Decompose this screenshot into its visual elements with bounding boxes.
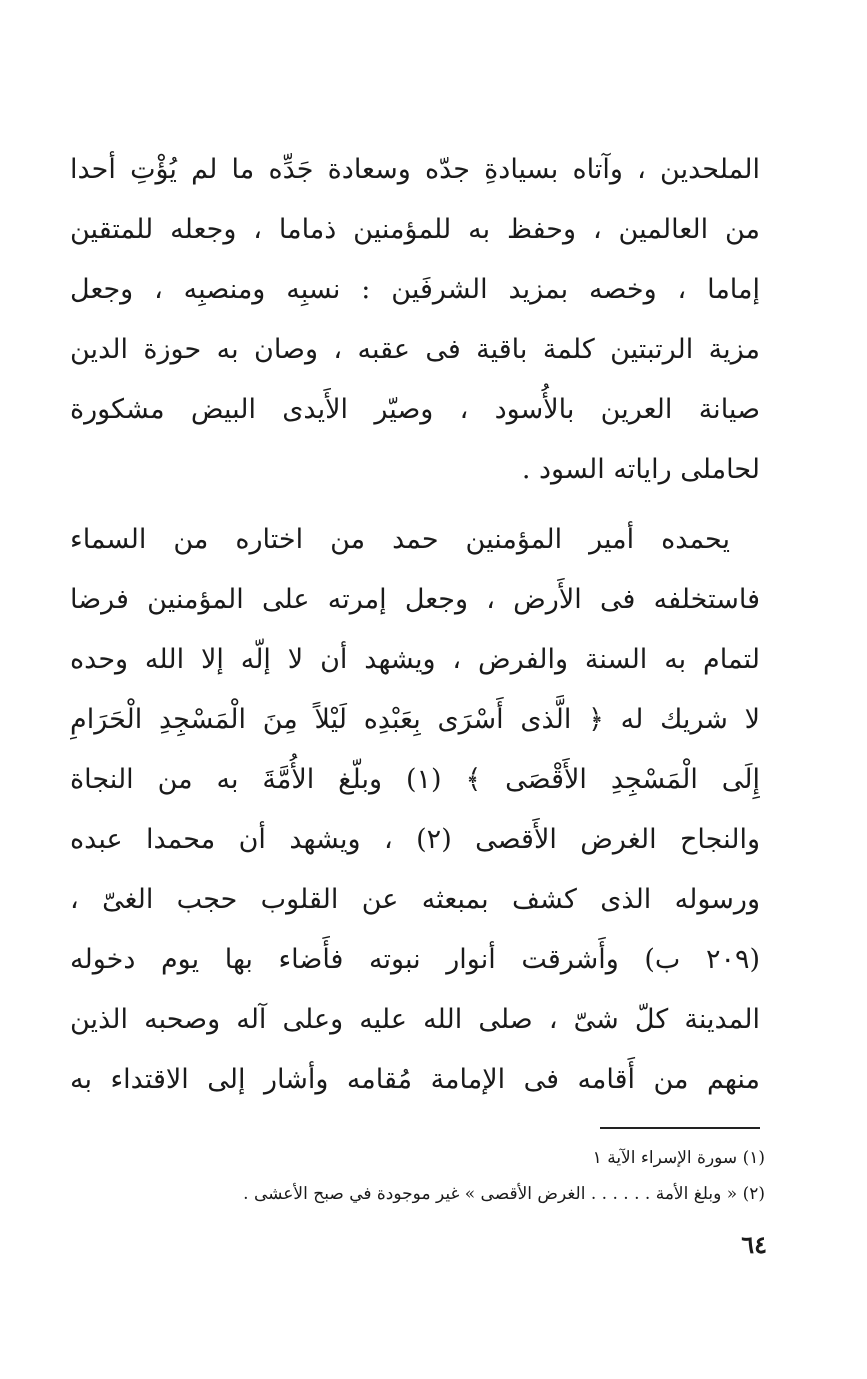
text-line: مزية الرتبتين كلمة باقية فى عقبه ، وصان به حوزة الدين: [70, 334, 760, 365]
text-line: إماما ، وخصه بمزيد الشرفَين : نسبِه ومنصبِه ، وجعل: [70, 274, 760, 305]
text-line: ورسوله الذى كشف بمبعثه عن القلوب حجب الغىّ ،: [70, 884, 760, 915]
page-number: ٦٤: [741, 1230, 767, 1259]
text-line: المدينة كلّ شىّ ، صلى الله عليه وعلى آله وصحبه الذين: [70, 1004, 760, 1035]
text-line: لا شريك له ﴿ الَّذى أَسْرَى بِعَبْدِه لَيْلاً مِنَ الْمَسْجِدِ الْحَرَامِ: [70, 704, 760, 735]
footnote-1: (١) سورة الإسراء الآية ١: [592, 1148, 765, 1168]
text-line: لحاملى راياته السود .: [521, 454, 760, 485]
text-line: الملحدين ، وآتاه بسيادةِ جدّه وسعادة جَدِّه ما لم يُؤْتِ أحدا: [70, 154, 760, 185]
footnote-separator: [600, 1127, 760, 1129]
text-line: لتمام به السنة والفرض ، ويشهد أن لا إلّه إلا الله وحده: [70, 644, 760, 675]
text-line: فاستخلفه فى الأَرض ، وجعل إمرته على المؤمنين فرضا: [70, 584, 760, 615]
text-line: والنجاح الغرض الأَقصى (٢) ، ويشهد أن محمدا عبده: [70, 824, 760, 855]
text-line: إِلَى الْمَسْجِدِ الأَقْصَى ﴾ (١) وبلّغ الأُمَّةَ به من النجاة: [70, 764, 760, 795]
text-line: (٢٠٩ ب) وأَشرقت أنوار نبوته فأَضاء بها يوم دخوله: [70, 944, 760, 975]
text-line: منهم من أَقامه فى الإمامة مُقامه وأشار إلى الاقتداء به: [70, 1064, 760, 1095]
paragraph-2: [70, 510, 760, 1110]
footnotes: [100, 1140, 765, 1212]
text-line: من العالمين ، وحفظ به للمؤمنين ذماما ، وجعله للمتقين: [70, 214, 760, 245]
text-line-indented: يحمده أمير المؤمنين حمد من اختاره من السماء: [70, 524, 730, 555]
footnote-2: (٢) « وبلغ الأمة . . . . . . الغرض الأقصى » غير موجودة في صبح الأعشى .: [243, 1184, 765, 1204]
paragraph-1: [70, 140, 760, 500]
text-line: صيانة العرين بالأُسود ، وصيّر الأَيدى البيض مشكورة: [70, 394, 760, 425]
